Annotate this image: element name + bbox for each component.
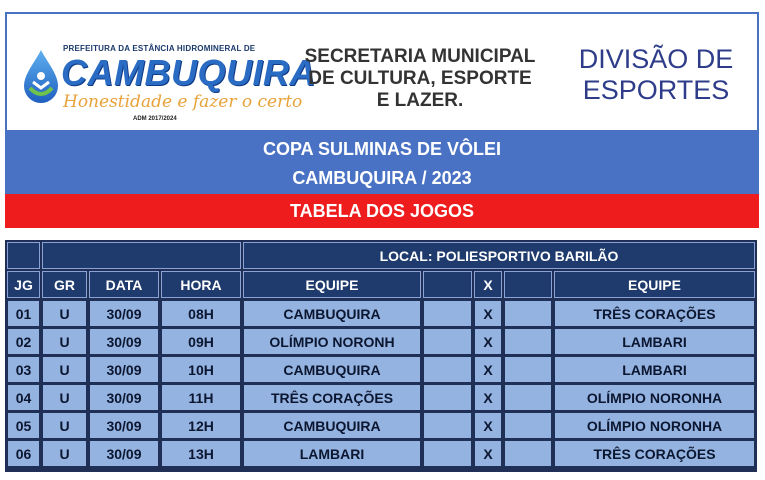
cell-gr: U: [42, 328, 87, 355]
cell-equipe2: LAMBARI: [554, 356, 755, 383]
cell-equipe1: LAMBARI: [243, 440, 421, 467]
logo-slogan: Honestidade e fazer o certo: [63, 92, 303, 112]
tournament-title-band: [5, 132, 759, 194]
score-away-cell: [504, 300, 552, 327]
cell-gr: U: [42, 356, 87, 383]
score-home-cell: [423, 328, 472, 355]
cell-hora: 08H: [161, 300, 241, 327]
secretaria-line: SECRETARIA MUNICIPAL: [304, 46, 536, 67]
cell-equipe1: OLÍMPIO NORONH: [243, 328, 421, 355]
cell-jg: 06: [7, 440, 40, 467]
cell-jg: 02: [7, 328, 40, 355]
cell-gr: U: [42, 384, 87, 411]
score-home-cell: [423, 300, 472, 327]
score-home-cell: [423, 356, 472, 383]
score-away-cell: [504, 440, 552, 467]
tournament-title: COPA SULMINAS DE VÔLEI: [262, 139, 502, 159]
cell-gr: U: [42, 440, 87, 467]
score-away-cell: [504, 384, 552, 411]
col-header-jg: JG: [7, 271, 40, 298]
col-header-score-away: [504, 271, 552, 298]
cell-jg: 04: [7, 384, 40, 411]
cell-x: X: [474, 440, 502, 467]
secretaria-line: DE CULTURA, ESPORTE: [308, 68, 532, 89]
water-drop-person-icon: [21, 48, 61, 104]
cell-data: 30/09: [89, 440, 159, 467]
divisao-line: ESPORTES: [582, 75, 730, 105]
score-home-cell: [423, 412, 472, 439]
cell-x: X: [474, 300, 502, 327]
score-home-cell: [423, 440, 472, 467]
cell-jg: 05: [7, 412, 40, 439]
header-blank-cell: [42, 242, 241, 269]
municipal-logo: [21, 38, 316, 130]
cell-gr: U: [42, 412, 87, 439]
col-header-data: DATA: [89, 271, 159, 298]
cell-data: 30/09: [89, 384, 159, 411]
divisao-title: [567, 44, 745, 106]
cell-data: 30/09: [89, 328, 159, 355]
cell-x: X: [474, 412, 502, 439]
score-away-cell: [504, 328, 552, 355]
venue-label: LOCAL: POLIESPORTIVO BARILÃO: [243, 242, 755, 269]
cell-jg: 01: [7, 300, 40, 327]
cell-hora: 09H: [161, 328, 241, 355]
cell-hora: 13H: [161, 440, 241, 467]
page-header: [5, 12, 759, 132]
col-header-gr: GR: [42, 271, 87, 298]
col-header-score-home: [423, 271, 472, 298]
cell-equipe2: TRÊS CORAÇÕES: [554, 440, 755, 467]
cell-data: 30/09: [89, 412, 159, 439]
score-home-cell: [423, 384, 472, 411]
cell-data: 30/09: [89, 300, 159, 327]
cell-hora: 10H: [161, 356, 241, 383]
logo-adm-text: ADM 2017/2024: [133, 116, 177, 122]
cell-equipe1: TRÊS CORAÇÕES: [243, 384, 421, 411]
cell-hora: 12H: [161, 412, 241, 439]
schedule-title: TABELA DOS JOGOS: [5, 194, 759, 228]
cell-jg: 03: [7, 356, 40, 383]
score-away-cell: [504, 356, 552, 383]
cell-equipe1: CAMBUQUIRA: [243, 356, 421, 383]
col-header-x: X: [474, 271, 502, 298]
col-header-equipe-home: EQUIPE: [243, 271, 421, 298]
cell-equipe2: OLÍMPIO NORONHA: [554, 412, 755, 439]
cell-equipe1: CAMBUQUIRA: [243, 300, 421, 327]
secretaria-title: [285, 46, 555, 112]
score-away-cell: [504, 412, 552, 439]
cell-data: 30/09: [89, 356, 159, 383]
games-table: [5, 240, 757, 472]
tournament-location-year: CAMBUQUIRA / 2023: [292, 168, 472, 188]
col-header-hora: HORA: [161, 271, 241, 298]
cell-equipe2: OLÍMPIO NORONHA: [554, 384, 755, 411]
secretaria-line: E LAZER.: [376, 90, 464, 111]
cell-x: X: [474, 356, 502, 383]
col-header-equipe-away: EQUIPE: [554, 271, 755, 298]
logo-city-name: CAMBUQUIRA: [61, 52, 316, 93]
divisao-line: DIVISÃO DE: [578, 44, 734, 74]
header-blank-cell: [7, 242, 40, 269]
cell-equipe2: LAMBARI: [554, 328, 755, 355]
cell-gr: U: [42, 300, 87, 327]
logo-prefeitura-text: PREFEITURA DA ESTÂNCIA HIDROMINERAL DE: [63, 44, 256, 53]
cell-equipe1: CAMBUQUIRA: [243, 412, 421, 439]
cell-x: X: [474, 328, 502, 355]
cell-hora: 11H: [161, 384, 241, 411]
cell-equipe2: TRÊS CORAÇÕES: [554, 300, 755, 327]
cell-x: X: [474, 384, 502, 411]
